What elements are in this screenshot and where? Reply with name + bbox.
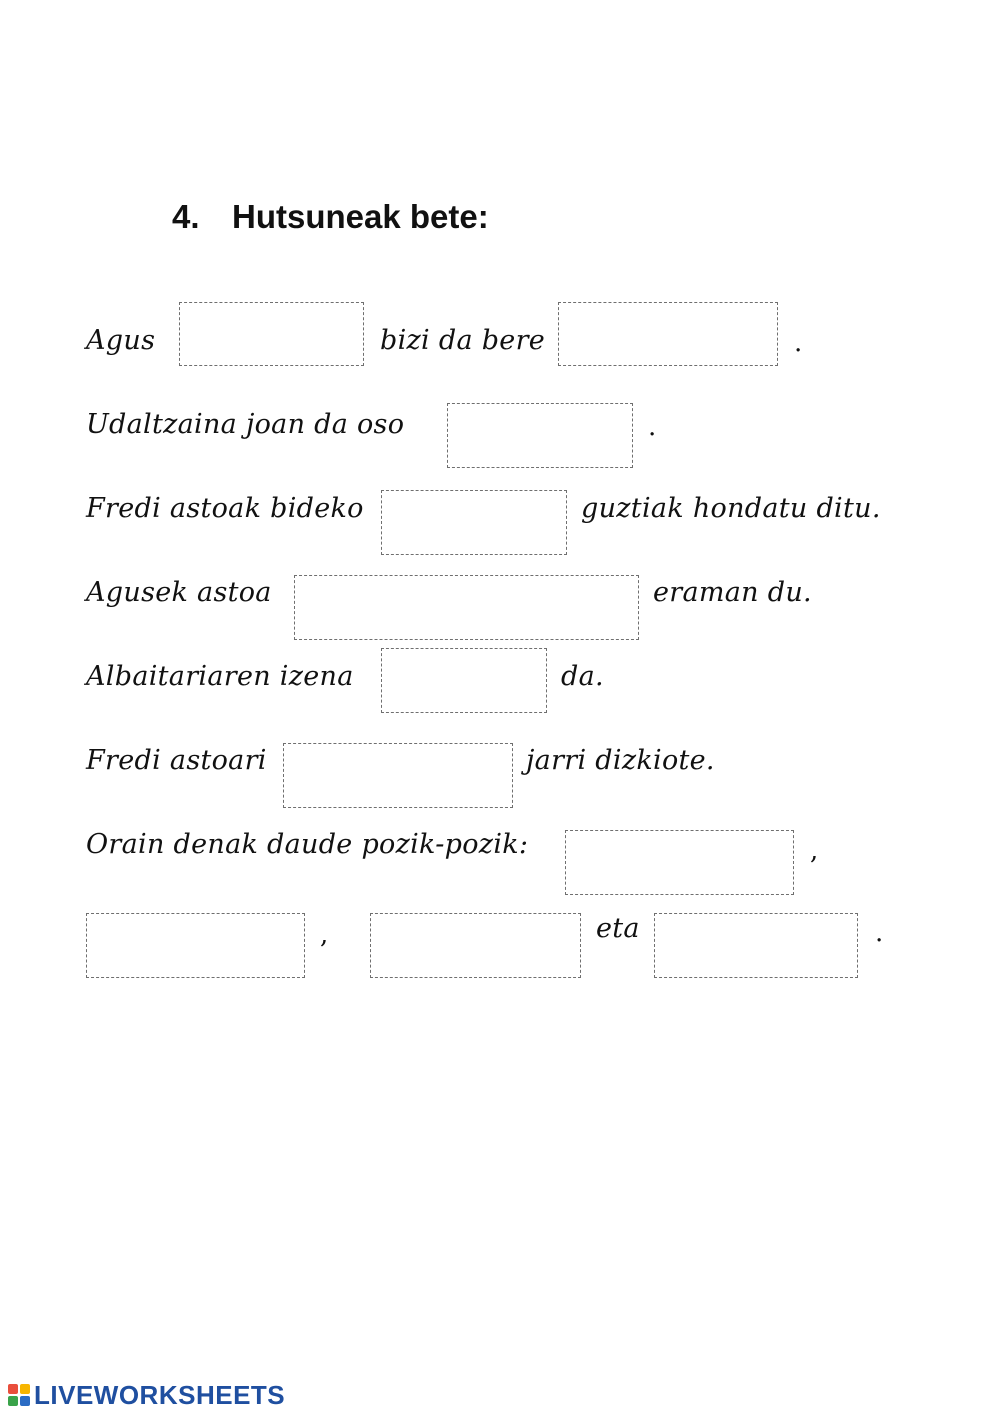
exercise-title-text: Hutsuneak bete: — [232, 198, 489, 235]
s7-answer-box-4[interactable] — [654, 913, 858, 978]
brand-name: LIVEWORKSHEETS — [34, 1379, 286, 1410]
s2-answer-box[interactable] — [447, 403, 633, 468]
s5-text-end: da. — [561, 661, 604, 692]
s6-answer-box[interactable] — [283, 743, 513, 808]
s7-period: . — [875, 918, 884, 948]
logo-square-red — [8, 1384, 18, 1394]
footer-brand — [8, 1381, 285, 1409]
s4-text-end: eraman du. — [653, 577, 812, 608]
s4-answer-box[interactable] — [294, 575, 639, 640]
s3-text-start: Fredi astoak bideko — [86, 493, 364, 524]
s1-text-start: Agus — [86, 325, 156, 356]
s7-text-start: Orain denak daude pozik-pozik: — [86, 829, 529, 860]
s5-answer-box[interactable] — [381, 648, 547, 713]
s1-answer-box-2[interactable] — [558, 302, 778, 366]
s2-text-start: Udaltzaina joan da oso — [86, 409, 405, 440]
s7-comma-2: , — [320, 920, 329, 950]
s7-comma-1: , — [810, 836, 819, 866]
s5-text-start: Albaitariaren izena — [86, 661, 354, 692]
s7-answer-box-1[interactable] — [565, 830, 794, 895]
logo-square-blue — [20, 1396, 30, 1406]
s3-answer-box[interactable] — [381, 490, 567, 555]
s1-text-middle: bizi da bere — [380, 325, 546, 356]
s6-text-end: jarri dizkiote. — [526, 745, 715, 776]
logo-square-yellow — [20, 1384, 30, 1394]
s6-text-start: Fredi astoari — [86, 745, 267, 776]
exercise-title — [172, 192, 489, 242]
s1-answer-box-1[interactable] — [179, 302, 364, 366]
s3-text-end: guztiak hondatu ditu. — [581, 493, 881, 524]
exercise-number: 4. — [172, 198, 200, 235]
s4-text-start: Agusek astoa — [86, 577, 272, 608]
s2-period: . — [648, 412, 657, 442]
s1-period: . — [794, 328, 803, 358]
s7-answer-box-3[interactable] — [370, 913, 581, 978]
logo-square-green — [8, 1396, 18, 1406]
liveworksheets-logo-icon — [8, 1384, 30, 1406]
s7-answer-box-2[interactable] — [86, 913, 305, 978]
s7-conjunction: eta — [596, 913, 640, 944]
